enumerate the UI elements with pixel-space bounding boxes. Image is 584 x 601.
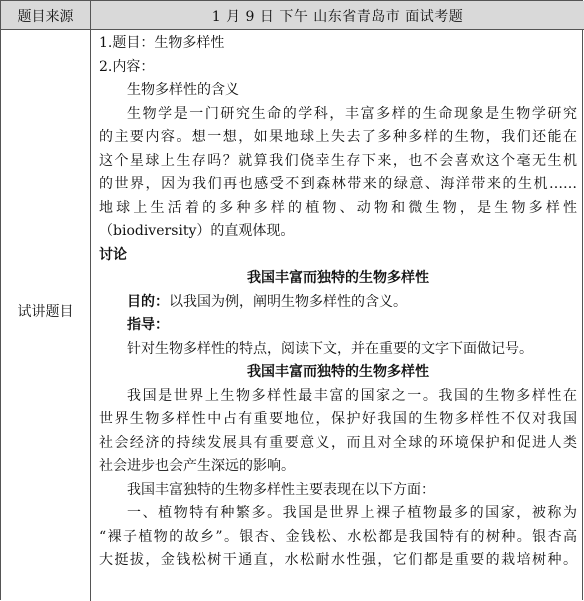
- table-header-row: [1, 1, 584, 30]
- paragraph-line: 大挺拔，金钱松树干通直，水松耐水性强，它们都是重要的栽培树种。: [99, 552, 577, 568]
- reading-heading: 我国丰富而独特的生物多样性: [247, 364, 429, 380]
- discussion-heading: 讨论: [99, 246, 127, 263]
- paragraph-line: 这个星球上生存吗？就算我们侥幸生存下来，也不会喜欢这个毫无生机: [99, 152, 577, 169]
- paragraph-line: 地球上生活着的多种多样的植物、动物和微生物，是生物多样性: [99, 199, 577, 216]
- paragraph-line: 的世界，因为我们再也感受不到森林带来的绿意、海洋带来的生机……: [99, 176, 577, 192]
- lecture-topic-label: 试讲题目: [17, 304, 74, 320]
- goal-text: 以我国为例，阐明生物多样性的含义。: [169, 293, 407, 310]
- column-divider: [90, 1, 91, 601]
- goal-line: [99, 291, 577, 315]
- source-value: 1 月 9 日 下午 山东省青岛市 面试考题: [211, 8, 464, 25]
- paragraph-line: 我国是世界上生物多样性最丰富的国家之一。我国的生物多样性在: [127, 387, 577, 404]
- paragraph-line: “裸子植物的故乡”。银杏、金钱松、水松都是我国特有的树种。银杏高: [99, 528, 577, 545]
- guide-label: 指导：: [127, 317, 169, 333]
- paragraph-line: 世界生物多样性中占有重要地位，保护好我国的生物多样性不仅对我国: [99, 411, 577, 427]
- paragraph-line: 社会经济的持续发展具有重要意义，而且对全球的环境保护和促进人类: [99, 434, 577, 451]
- lecture-content: [99, 32, 577, 573]
- paragraph-line: 一、植物特有种繁多。我国是世界上裸子植物最多的国家，被称为: [127, 505, 577, 521]
- guide-text: 针对生物多样性的特点，阅读下文，并在重要的文字下面做记号。: [127, 340, 533, 357]
- topic-line: 1.题目：生物多样性: [99, 35, 225, 51]
- goal-label: 目的：: [127, 293, 169, 310]
- paragraph-line: 社会进步也会产生深远的影响。: [99, 458, 295, 474]
- paragraph-line: 我国丰富独特的生物多样性主要表现在以下方面：: [127, 481, 435, 498]
- paragraph-line: （biodiversity）的直观体现。: [99, 223, 295, 239]
- source-label: 题目来源: [17, 8, 74, 25]
- article-heading: 我国丰富而独特的生物多样性: [247, 270, 429, 286]
- content-label: 2.内容：: [99, 58, 155, 75]
- section-subtitle: 生物多样性的含义: [127, 82, 239, 98]
- paragraph-line: 的主要内容。想一想，如果地球上失去了多种多样的生物，我们还能在: [99, 129, 577, 145]
- paragraph-line: 生物学是一门研究生命的学科，丰富多样的生命现象是生物学研究: [127, 105, 577, 122]
